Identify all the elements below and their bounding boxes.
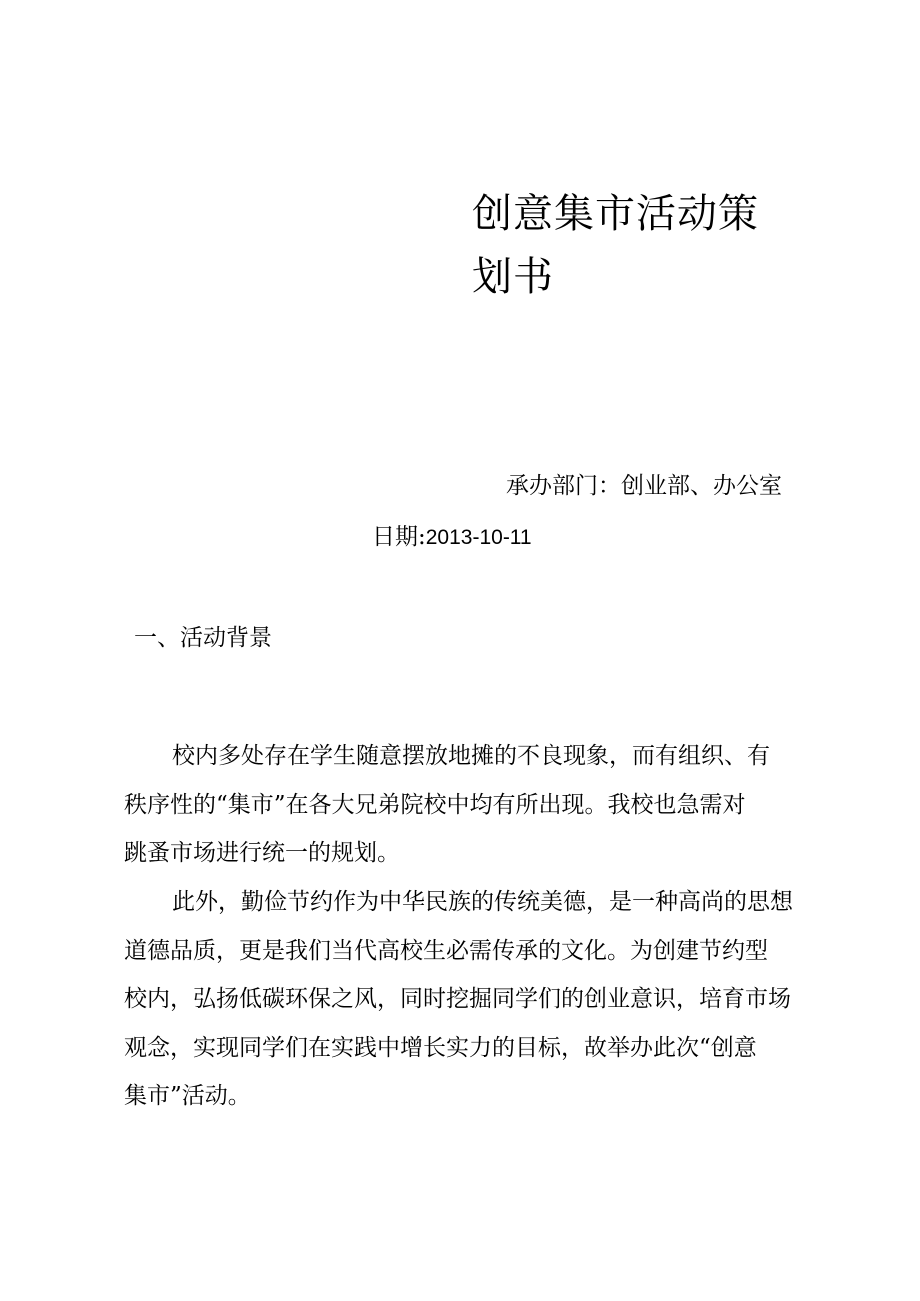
paragraph-line: 此外，勤俭节约作为中华民族的传统美德，是一种高尚的思想 — [172, 889, 793, 915]
paragraph-line: 跳蚤市场进行统一的规划。 — [124, 840, 400, 866]
paragraph-2 — [124, 878, 792, 1121]
date-label: 日期: — [372, 524, 426, 550]
paragraph-line: 秩序性的“集市”在各大兄弟院校中均有所出现。我校也急需对 — [124, 791, 746, 818]
paragraph-line: 观念，实现同学们在实践中增长实力的目标，故举办此次“创意 — [124, 1034, 757, 1061]
paragraph-line: 道德品质，更是我们当代高校生必需传承的文化。为创建节约型 — [124, 937, 768, 964]
section-heading-background: 一、活动背景 — [134, 625, 272, 651]
paragraph-1 — [124, 732, 792, 878]
date-value: 2013-10-11 — [425, 526, 532, 549]
paragraph-line: 校内多处存在学生随意摆放地摊的不良现象，而有组织、有 — [172, 743, 770, 769]
organizer-line: 承办部门：创业部、办公室 — [506, 473, 782, 499]
document-title-line-2: 划书 — [472, 254, 554, 300]
date-line — [372, 521, 532, 554]
paragraph-line: 校内，弘扬低碳环保之风，同时挖掘同学们的创业意识，培育市场 — [124, 986, 791, 1012]
paragraph-line: 集市”活动。 — [124, 1083, 251, 1109]
document-title-line-1: 创意集市活动策 — [472, 191, 759, 237]
